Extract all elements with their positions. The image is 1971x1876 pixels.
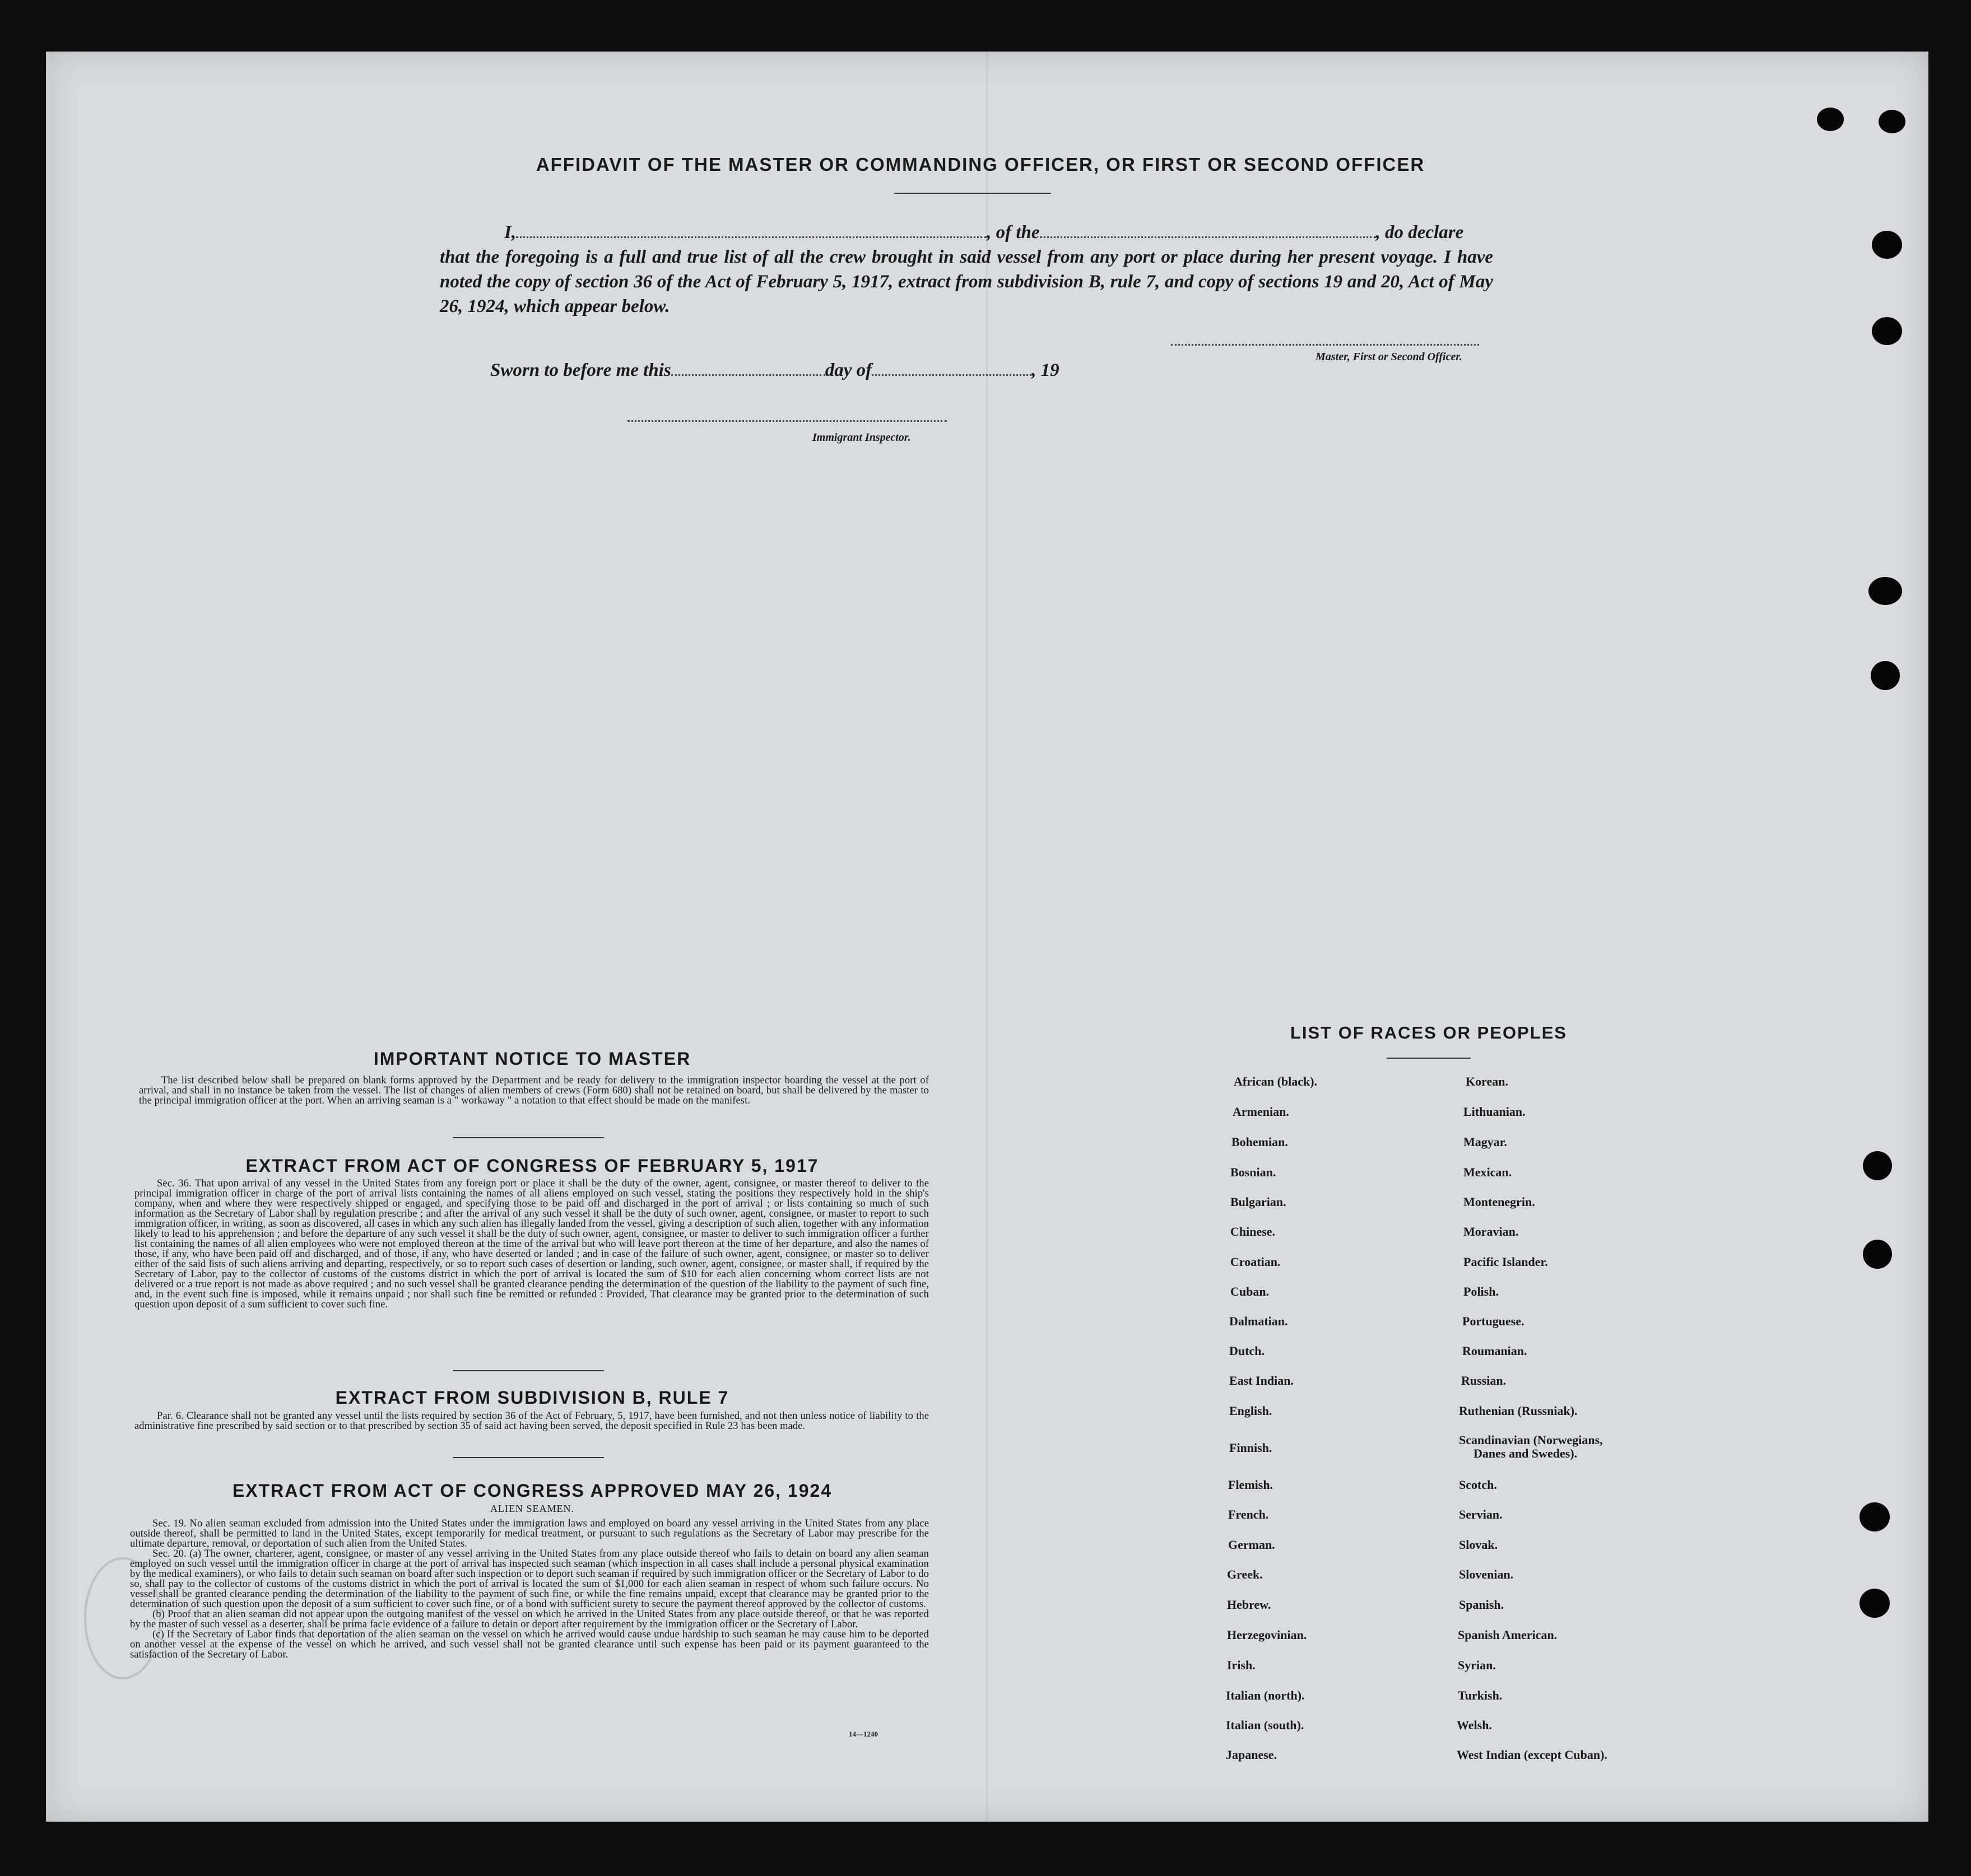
race-item: Polish. [1463, 1284, 1499, 1298]
race-item: Spanish. [1459, 1598, 1504, 1612]
section-rule [453, 1457, 604, 1458]
notice-text [139, 1076, 929, 1106]
race-item: Greek. [1227, 1567, 1263, 1581]
race-item: Montenegrin. [1463, 1195, 1535, 1209]
race-item: Pacific Islander. [1463, 1255, 1548, 1269]
punch-hole [1872, 317, 1902, 345]
notice-title: IMPORTANT NOTICE TO MASTER [373, 1049, 691, 1069]
punch-hole [1863, 1240, 1892, 1269]
section-rule [453, 1370, 604, 1371]
race-item: Servian. [1459, 1507, 1503, 1521]
race-item: Ruthenian (Russniak). [1459, 1404, 1578, 1418]
punch-hole [1872, 231, 1902, 259]
inspector-signature-label: Immigrant Inspector. [812, 431, 911, 444]
sec-20a-paragraph: Sec. 20. (a) The owner, charterer, agent, consignee, or master of any vessel arriving in the United States from any place outside thereof who fails to detain on board any alien seaman employed on such vessel until the immigration officer in charge at the port of arrival has inspected such seaman (which inspection in all cases shall include a personal physical examination by the medical examiners), or who fails to detain such seaman on board after such inspection or to deport such seaman if required by such immigration officer or the Secretary of Labor to do so, shall pay to the collector of customs of the customs district in which the port of arrival is located the sum of $1,000 for each alien seaman in respect of whom such failure occurs. No vessel shall be granted clearance pending the determination of the liability to the payment of such fine, or while the fine remains unpaid, except that clearance may be granted prior to the determination of such question upon the deposit of a sum sufficient to cover such fine, or of a bond with sufficient surety to secure the payment thereof approved by the collector of customs. [130, 1548, 929, 1610]
punch-hole [1879, 110, 1905, 133]
race-item: Finnish. [1229, 1441, 1272, 1455]
race-item: French. [1228, 1507, 1269, 1521]
inspector-signature-field[interactable] [627, 419, 947, 422]
sworn-month-field[interactable] [872, 362, 1031, 376]
punch-hole [1817, 108, 1844, 131]
race-item: Chinese. [1230, 1225, 1276, 1239]
par-6-paragraph: Par. 6. Clearance shall not be granted any vessel until the lists required by section 36 of the Act of February, 5, 1917, have been furnished, and not then unless notice of liability to the administrative fine prescribed by said section or to that prescribed by section 35 of said act having been served, the deposit specified in Rule 23 has been made. [134, 1411, 929, 1432]
master-signature-label: Master, First or Second Officer. [1315, 351, 1462, 363]
punch-hole [1860, 1502, 1890, 1531]
officer-name-field[interactable] [516, 224, 987, 238]
affidavit-title: AFFIDAVIT OF THE MASTER OR COMMANDING OFFICER, OR FIRST OR SECOND OFFICER [536, 154, 1425, 175]
punch-hole [1860, 1589, 1890, 1618]
race-item: Italian (south). [1226, 1718, 1304, 1732]
race-item: Magyar. [1463, 1135, 1508, 1149]
race-item: Armenian. [1233, 1105, 1289, 1119]
section-rule [453, 1137, 604, 1138]
master-signature-field[interactable] [1171, 343, 1479, 346]
race-item: English. [1229, 1404, 1272, 1418]
race-item: German. [1228, 1538, 1275, 1552]
race-item: West Indian (except Cuban). [1457, 1748, 1607, 1762]
race-item: Turkish. [1458, 1688, 1503, 1702]
extract-rule7-text [134, 1411, 929, 1431]
form-number: 14—1240 [849, 1730, 878, 1738]
punch-hole [1868, 577, 1902, 605]
affidavit-text [440, 220, 1493, 319]
races-title-rule [1387, 1058, 1471, 1059]
race-item: Mexican. [1463, 1165, 1512, 1179]
sworn-year-prefix: , 19 [1031, 360, 1059, 380]
race-item: Bulgarian. [1230, 1195, 1286, 1209]
race-item: Welsh. [1457, 1718, 1492, 1732]
race-item: Hebrew. [1227, 1598, 1271, 1612]
sec-36-paragraph: Sec. 36. That upon arrival of any vessel in the United States from any foreign port or place it shall be the duty of the owner, agent, consignee, or master thereof to deliver to the principal immigration officer in charge of the port of arrival lists containing the names of all aliens employed on such vessel, stating the positions they respectively hold in the ship's company, when and where they were respectively shipped or engaged, and specifying those to be paid off and discharged in the port of arrival ; or lists containing so much of such information as the Secretary of Labor shall by regulation prescribe ; and after the arrival of any such vessel it shall be the duty of such owner, agent, consignee, or master to report to such immigration officer, in writing, as soon as discovered, all cases in which any such alien has illegally landed from the vessel, giving a description of such alien, together with any information likely to lead to his apprehension ; and before the departure of any such vessel it shall be the duty of such owner, agent, consignee, or master to deliver to such immigration officer a further list containing the names of all alien employees who were not employed thereon at the time of the arrival but who will leave port thereon at the time of her departure, and also the names of those, if any, who have been paid off and discharged, and of those, if any, who have deserted or landed ; and in case of the failure of such owner, agent, consignee, or master so to deliver either of the said lists of such aliens arriving and departing, respectively, or so to report such cases of desertion or landing, such owner, agent, consignee, or master shall, if required by the Secretary of Labor, pay to the collector of customs of the customs district in which the port of arrival is located the sum of $10 for each alien concerning whom correct lists are not delivered or a true report is not made as above required ; and no such vessel shall be granted clearance pending the determination of the question of the liability to the payment of such fine, and, in the event such fine is imposed, while it remains unpaid ; nor shall such fine be remitted or refunded : Provided, That clearance may be granted prior to the determination of such question upon deposit of a sum sufficient to cover such fine. [134, 1178, 929, 1310]
sec-19-paragraph: Sec. 19. No alien seaman excluded from admission into the United States under the immigration laws and employed on board any vessel arriving in the United States from any place outside thereof, shall be permitted to land in the United States, except temporarily for medical treatment, or pursuant to such regulations as the Secretary of Labor may prescribe for the ultimate departure, removal, or deportation of such alien from the United States. [130, 1518, 929, 1549]
faint-stamp [84, 1557, 161, 1679]
sec-20b-paragraph: (b) Proof that an alien seaman did not appear upon the outgoing manifest of the vessel on which he arrived in the United States from any place outside thereof, or that he was reported by the master of such vessel as a deserter, shall be prima facie evidence of a failure to detain or deport after requirement by the immigration officer or the Secretary of Labor. [130, 1609, 929, 1630]
race-item: Flemish. [1228, 1478, 1273, 1492]
race-item: Spanish American. [1458, 1628, 1558, 1642]
affidavit-do-declare: , do declare [1375, 222, 1464, 243]
race-item: African (black). [1234, 1074, 1318, 1088]
race-item: Russian. [1461, 1374, 1507, 1388]
sec-20c-paragraph: (c) If the Secretary of Labor finds that deportation of the alien seaman on the vessel on which he arrived would cause undue hardship to such seaman he may cause him to be deported on another vessel at the expense of the vessel on which he arrived, and such vessel shall not be granted clearance until such expense has been paid or its payment guaranteed to the satisfaction of the Secretary of Labor. [130, 1629, 929, 1660]
race-item-continuation: Danes and Swedes). [1473, 1446, 1578, 1460]
extract-1924-title: EXTRACT FROM ACT OF CONGRESS APPROVED MAY 26, 1924 [232, 1481, 833, 1501]
race-item: Moravian. [1463, 1225, 1519, 1239]
affidavit-i-label: I, [504, 222, 517, 243]
race-item: Syrian. [1458, 1658, 1496, 1672]
race-item: Lithuanian. [1463, 1105, 1526, 1119]
race-item: Bohemian. [1231, 1135, 1288, 1149]
race-item: Roumanian. [1462, 1344, 1527, 1358]
race-item: Dalmatian. [1229, 1314, 1288, 1328]
notice-paragraph: The list described below shall be prepared on blank forms approved by the Department and be ready for delivery to the immigration inspector boarding the vessel at the port of arrival, and shall in no instance be taken from the vessel. The list of changes of alien members of crews (Form 680) shall not be retained on board, but shall be delivered by the master to the principal immigration officer at the port. When an arriving seaman is a " workaway " a notation to that effect should be made on the manifest. [139, 1075, 929, 1106]
sworn-day-of: day of [825, 360, 872, 380]
race-item: Scotch. [1459, 1478, 1497, 1492]
affidavit-of-the: , of the [987, 222, 1040, 243]
race-item: East Indian. [1229, 1374, 1294, 1388]
punch-hole [1871, 661, 1900, 690]
extract-1917-title: EXTRACT FROM ACT OF CONGRESS OF FEBRUARY 5, 1917 [245, 1156, 819, 1176]
affidavit-title-rule [894, 193, 1051, 194]
sworn-line [490, 360, 1107, 381]
sworn-day-field[interactable] [671, 362, 825, 376]
race-item: Slovak. [1459, 1538, 1498, 1552]
race-item: Japanese. [1226, 1748, 1277, 1762]
races-title: LIST OF RACES OR PEOPLES [1290, 1023, 1568, 1042]
race-item: Portuguese. [1462, 1314, 1524, 1328]
race-item: Irish. [1227, 1658, 1256, 1672]
extract-rule7-title: EXTRACT FROM SUBDIVISION B, RULE 7 [335, 1388, 729, 1408]
affidavit-body: that the foregoing is a full and true list of all the crew brought in said vessel from any port or place during her present voyage. I have noted the copy of section 36 of the Act of February 5, 1917, extract from subdivision B, rule 7, and copy of sections 19 and 20, Act of May 26, 1924, which appear below. [440, 247, 1493, 316]
punch-hole [1863, 1151, 1892, 1180]
extract-1924-text [130, 1519, 929, 1660]
race-item: Cuban. [1230, 1284, 1270, 1298]
race-item: Korean. [1466, 1074, 1508, 1088]
race-item: Croatian. [1230, 1255, 1281, 1269]
race-item: Scandinavian (Norwegians, [1459, 1433, 1603, 1447]
extract-1917-text [134, 1179, 929, 1310]
race-item: Bosnian. [1230, 1165, 1276, 1179]
race-item: Herzegovinian. [1227, 1628, 1307, 1642]
vessel-name-field[interactable] [1040, 224, 1376, 238]
race-item: Italian (north). [1226, 1688, 1305, 1702]
alien-seamen-subtitle: ALIEN SEAMEN. [490, 1503, 574, 1514]
race-item: Slovenian. [1459, 1567, 1514, 1581]
race-item: Dutch. [1229, 1344, 1265, 1358]
sworn-prefix: Sworn to before me this [490, 360, 671, 380]
